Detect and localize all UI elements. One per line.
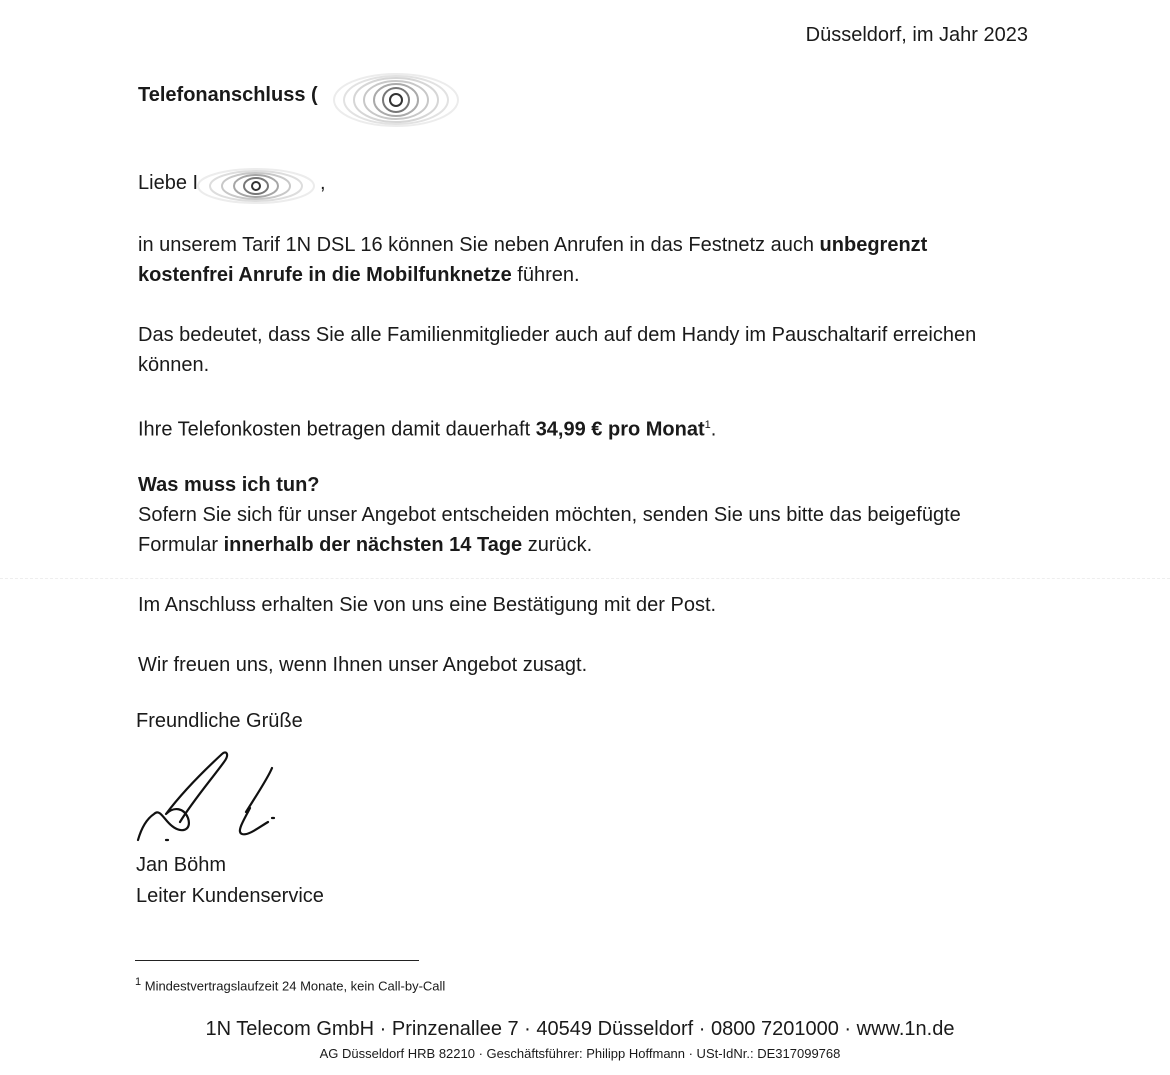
footnote-divider (135, 960, 419, 961)
paragraph-action (138, 470, 1018, 560)
paragraph-text: in unserem Tarif 1N DSL 16 können Sie neben Anrufen in das Festnetz auch (138, 234, 820, 256)
signer-title: Leiter Kundenservice (136, 885, 324, 907)
salutation-comma: , (320, 172, 326, 194)
paragraph-text: führen. (511, 264, 580, 286)
paragraph-tariff (138, 230, 1018, 290)
signer-name: Jan Böhm (136, 854, 227, 876)
paragraph-closing: Wir freuen uns, wenn Ihnen unser Angebot zusagt. (138, 654, 588, 676)
question-heading: Was muss ich tun? (138, 474, 320, 496)
scan-fold-line (0, 578, 1170, 579)
footnote-ref: 1 (704, 419, 711, 431)
price-bold: 34,99 € pro Monat (535, 418, 705, 441)
paragraph-family: Das bedeutet, dass Sie alle Familienmitglieder auch auf dem Handy im Pauschaltarif erreichen können. (138, 324, 977, 376)
paragraph-text: . (710, 418, 717, 441)
footer-legal-line: AG Düsseldorf HRB 82210 · Geschäftsführer: Philipp Hoffmann · USt-IdNr.: DE317099768 (319, 1046, 841, 1061)
paragraph-text: Ihre Telefonkosten betragen damit dauerhaft (138, 418, 536, 441)
footnote (135, 976, 445, 993)
deadline-bold: innerhalb der nächsten 14 Tage (223, 534, 523, 556)
signature (126, 748, 286, 848)
paragraph-text: Sofern Sie sich für unser Angebot entscheiden möchten, senden Sie uns bitte das beigefügte Formular (138, 504, 961, 556)
date-line: Düsseldorf, im Jahr 2023 (805, 24, 1028, 46)
redaction-wave-icon (194, 166, 318, 206)
closing-greeting: Freundliche Grüße (136, 710, 303, 732)
salutation: Liebe I (138, 172, 199, 194)
paragraph-costs (138, 410, 1018, 445)
paragraph-text: zurück. (522, 534, 593, 556)
footnote-marker: 1 (135, 976, 142, 988)
redaction-wave-icon (326, 70, 466, 130)
subject-line: Telefonanschluss ( (138, 84, 318, 106)
footnote-text: Mindestvertragslaufzeit 24 Monate, kein Call-by-Call (141, 978, 446, 994)
footer-company-line: 1N Telecom GmbH · Prinzenallee 7 · 40549 Düsseldorf · 0800 7201000 · www.1n.de (205, 1018, 955, 1040)
paragraph-confirmation: Im Anschluss erhalten Sie von uns eine Bestätigung mit der Post. (138, 594, 717, 616)
paragraph-bold: unbegrenzt kostenfrei Anrufe in die Mobilfunknetze (138, 234, 928, 286)
signer-block (136, 850, 324, 912)
